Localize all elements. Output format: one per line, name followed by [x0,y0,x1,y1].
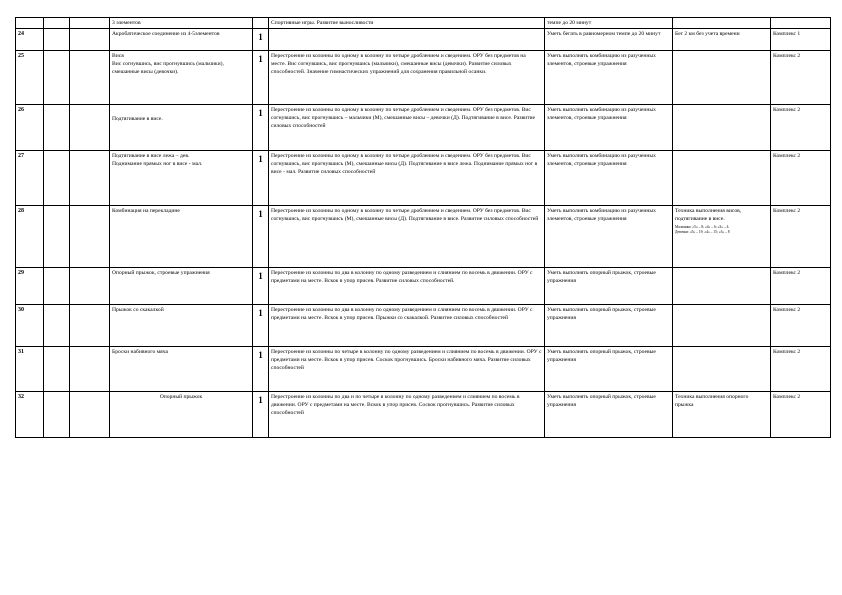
cell-empty [70,392,110,438]
cell-hours: 1 [253,206,269,268]
cell-empty [44,105,70,151]
cell-topic: Прыжок со скакалкой [110,305,253,347]
cell-topic: Опорный прыжок [110,392,253,438]
cell-num [16,18,44,29]
cell-hours: 1 [253,51,269,105]
cell-control [673,105,771,151]
lesson-plan-table [15,17,831,438]
cell-empty [44,268,70,305]
cell-hours: 1 [253,268,269,305]
cell-empty [44,29,70,51]
cell-control [673,305,771,347]
cell-topic: Вися Вис согнувшись, вис прогнувшись (мальчики), смешанные висы (девочки). [110,51,253,105]
cell-topic: Комбинация на перекладине [110,206,253,268]
cell-homework: Комплекс 2 [771,105,831,151]
table-row [16,29,831,51]
table-row [16,51,831,105]
cell-homework: Комплекс 2 [771,305,831,347]
cell-control [673,18,771,29]
cell-control: Бег 2 км без учета времени [673,29,771,51]
cell-topic: 3 элементов [110,18,253,29]
cell-topic: Опорный прыжок, строевые упражнения [110,268,253,305]
cell-empty [70,347,110,392]
cell-empty [70,105,110,151]
cell-homework [771,18,831,29]
control-text: Техника выполнения висов, подтягивание в висе. [675,208,742,222]
cell-requirements: Уметь выполнять опорный прыжок, строевые упражнения [545,305,673,347]
cell-empty [70,29,110,51]
table-row [16,305,831,347]
cell-num: 24 [16,29,44,51]
cell-empty [44,392,70,438]
cell-topic: Акробатическое соединение из 4-5элементов [110,29,253,51]
table-row [16,151,831,206]
cell-content: Спортивные игры. Развитие выносливости [269,18,545,29]
cell-empty [70,268,110,305]
cell-topic: Подтягивание в висе лежа – дев. Поднимание прямых ног в висе - мал. [110,151,253,206]
cell-homework: Комплекс 2 [771,347,831,392]
cell-homework: Комплекс 2 [771,151,831,206]
cell-empty [44,305,70,347]
cell-empty [70,151,110,206]
cell-empty [70,305,110,347]
cell-num: 26 [16,105,44,151]
cell-hours: 1 [253,392,269,438]
cell-content: Перестроение из колонны по два и по четыре в колонну по одному разведением и слиянием по восемь в движении. ОРУ с предметами на месте. Вскок в упор присев. Соскок прогнувшись. Развитие силовых способностей [269,392,545,438]
cell-control [673,51,771,105]
table-row [16,392,831,438]
cell-topic: Подтягивание в висе. [110,105,253,151]
cell-content: Перестроение из колонны по четыре в колонну по одному разведением и слиянием по восемь в движении. ОРУ с предметами на месте. Вскок в упор присев. Соскок прогнувшись. Броски набивного мяча. Развитие силовых способностей [269,347,545,392]
cell-requirements: Уметь выполнять опорный прыжок, строевые упражнения [545,268,673,305]
table-row [16,347,831,392]
cell-num: 27 [16,151,44,206]
cell-homework: Комплекс 2 [771,392,831,438]
cell-requirements: Уметь бегать в равномерном темпе до 20 минут [545,29,673,51]
cell-control [673,206,771,268]
cell-content: Перестроение из колонны по два в колонну по одному разведением и слиянием по восемь в движении. ОРУ с предметами на месте. Вскок в упор присев. Развитие силовых способностей. [269,268,545,305]
cell-requirements: Уметь выполнять опорный прыжок, строевые упражнения [545,347,673,392]
cell-empty [70,206,110,268]
cell-num: 31 [16,347,44,392]
cell-empty [44,51,70,105]
cell-content: Перестроение из колонны по одному в колонну по четыре дроблением и сведением. ОРУ без предметов. Вис согнувшись, вис прогнувшись (М), смешанные висы (Д). Подтягивание в висе лежа. Поднимание прямых ног в висе - мал. Развитие силовых способностей [269,151,545,206]
cell-control [673,347,771,392]
control-norms: Мальчики: «5» – 8; «4» – 6; «3» – 4. Девочки: «5» – 19; «4» – 15; «3» – 8 [675,225,730,234]
cell-requirements: Уметь выполнять комбинацию из разученных элементов, строевые упражнения [545,51,673,105]
cell-empty [44,151,70,206]
cell-control [673,151,771,206]
cell-content: Перестроение из колонны по одному в колонну по четыре дроблением и сведением. ОРУ без предметов на месте. Вис согнувшись, вис прогнувшись (мальчики), смешанные висы (девочки). Развитие силовых способностей. Значение гимнастических упражнений для сохранения правильной осанки. [269,51,545,105]
cell-control: Техника выполнения опорного прыжка [673,392,771,438]
cell-num: 25 [16,51,44,105]
cell-requirements: Уметь выполнять комбинацию из разученных элементов, строевые упражнения [545,105,673,151]
cell-empty [44,206,70,268]
cell-hours [253,18,269,29]
cell-hours: 1 [253,29,269,51]
cell-num: 28 [16,206,44,268]
cell-requirements: Уметь выполнять комбинацию из разученных элементов, строевые упражнения [545,206,673,268]
cell-hours: 1 [253,347,269,392]
table-row [16,105,831,151]
cell-requirements: Уметь выполнять комбинацию из разученных элементов, строевые упражнения [545,151,673,206]
cell-content: Перестроение из колонны по два в колонну по одному разведением и слиянием по восемь в движении. ОРУ с предметами на месте. Вскок в упор присев. Прыжки со скакалкой. Развитие силовых способностей [269,305,545,347]
cell-num: 32 [16,392,44,438]
table-row [16,268,831,305]
cell-homework: Комплекс 1 [771,29,831,51]
cell-homework: Комплекс 2 [771,268,831,305]
table-row-continued [16,18,831,29]
cell-content [269,29,545,51]
cell-topic: Броски набивного мяча [110,347,253,392]
cell-empty [44,347,70,392]
cell-hours: 1 [253,305,269,347]
cell-homework: Комплекс 2 [771,51,831,105]
cell-content: Перестроение из колонны по одному в колонну по четыре дроблением и сведением. ОРУ без предметов. Вис согнувшись, вис прогнувшись – мальчики (М), смешанные висы – девочки (Д). Подтягивание в висе. Развитие силовых способностей [269,105,545,151]
table-row [16,206,831,268]
cell-empty [44,18,70,29]
cell-empty [70,18,110,29]
cell-empty [70,51,110,105]
cell-hours: 1 [253,105,269,151]
cell-requirements: Уметь выполнять опорный прыжок, строевые упражнения [545,392,673,438]
cell-hours: 1 [253,151,269,206]
cell-num: 30 [16,305,44,347]
cell-content: Перестроение из колонны по одному в колонну по четыре дроблением и сведением. ОРУ без предметов. Вис согнувшись, вис прогнувшись (М), смешанные висы (Д). Подтягивание в висе. Развитие силовых способностей [269,206,545,268]
cell-homework: Комплекс 2 [771,206,831,268]
cell-num: 29 [16,268,44,305]
cell-requirements: темпе до 20 минут [545,18,673,29]
cell-control [673,268,771,305]
